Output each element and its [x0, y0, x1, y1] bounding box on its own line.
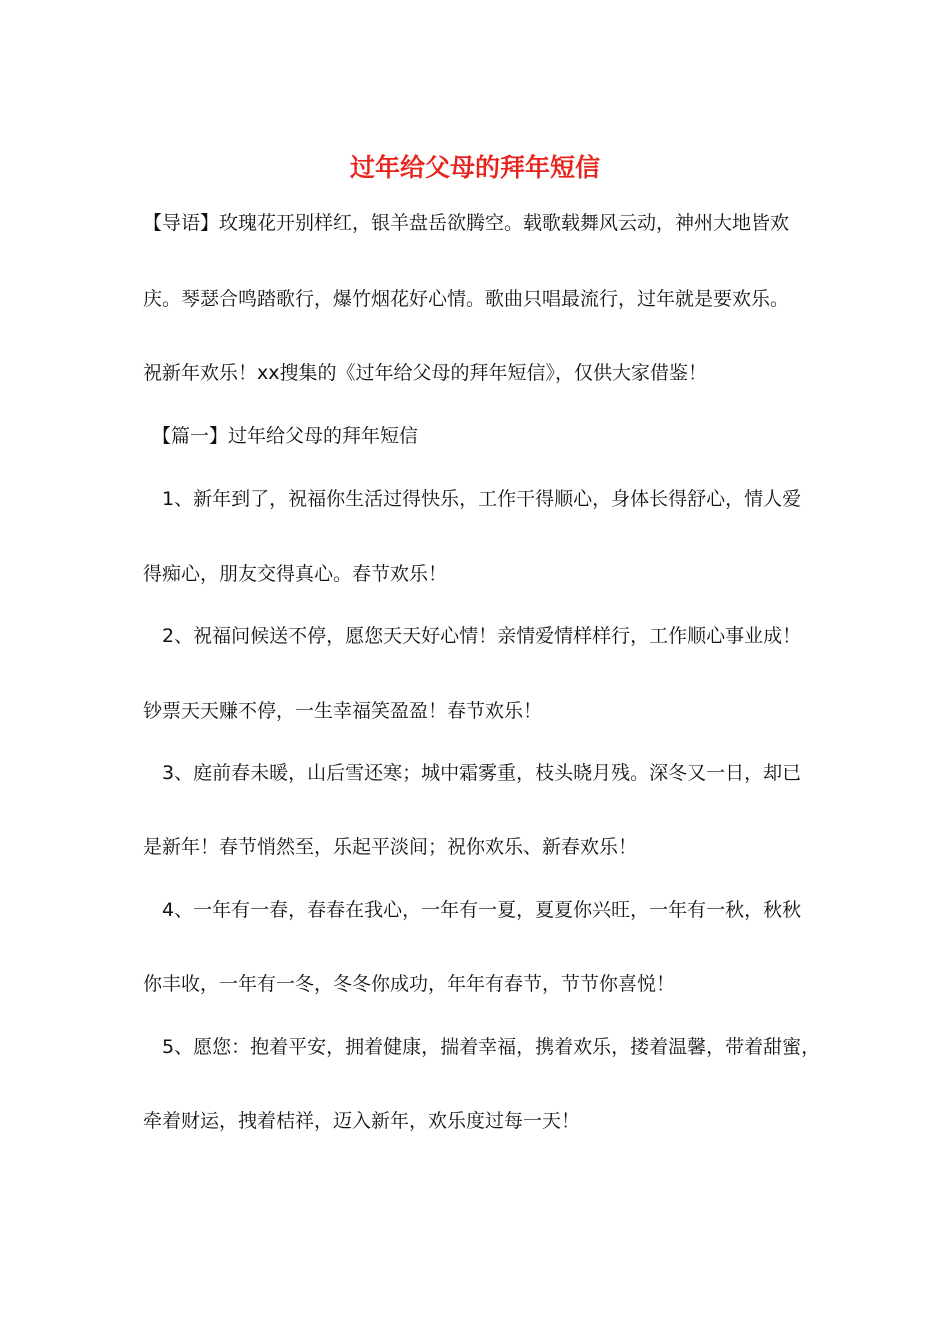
message-2-line-2: 钞票天天赚不停，一生幸福笑盈盈！春节欢乐！: [143, 700, 543, 722]
document-title: 过年给父母的拜年短信: [349, 153, 600, 182]
message-2-line-1: 2、祝福问候送不停，愿您天天好心情！亲情爱情样样行，工作顺心事业成！: [162, 625, 802, 647]
message-4-line-1: 4、一年有一春，春春在我心，一年有一夏，夏夏你兴旺，一年有一秋，秋秋: [162, 899, 802, 921]
message-5-line-2: 牵着财运，拽着桔祥，迈入新年，欢乐度过每一天！: [143, 1110, 581, 1132]
message-3-line-1: 3、庭前春未暖，山后雪还寒；城中霜雾重，枝头晓月残。深冬又一日，却已: [162, 762, 802, 784]
intro-line-1: 【导语】玫瑰花开别样红，银羊盘岳欲腾空。载歌载舞风云动，神州大地皆欢: [143, 212, 790, 234]
message-1-line-1: 1、新年到了，祝福你生活过得快乐，工作干得顺心，身体长得舒心，情人爱: [162, 488, 802, 510]
message-4-line-2: 你丰收，一年有一冬，冬冬你成功，年年有春节，节节你喜悦！: [143, 973, 676, 995]
message-1-line-2: 得痴心，朋友交得真心。春节欢乐！: [143, 563, 448, 585]
intro-line-2: 庆。琴瑟合鸣踏歌行，爆竹烟花好心情。歌曲只唱最流行，过年就是要欢乐。: [143, 288, 790, 310]
section-heading: 【篇一】过年给父母的拜年短信: [152, 425, 419, 447]
message-3-line-2: 是新年！春节悄然至，乐起平淡间；祝你欢乐、新春欢乐！: [143, 836, 638, 858]
intro-line-3: 祝新年欢乐！xx搜集的《过年给父母的拜年短信》，仅供大家借鉴！: [143, 362, 707, 384]
message-5-line-1: 5、愿您：抱着平安，拥着健康，揣着幸福，携着欢乐，搂着温馨，带着甜蜜，: [162, 1036, 821, 1058]
